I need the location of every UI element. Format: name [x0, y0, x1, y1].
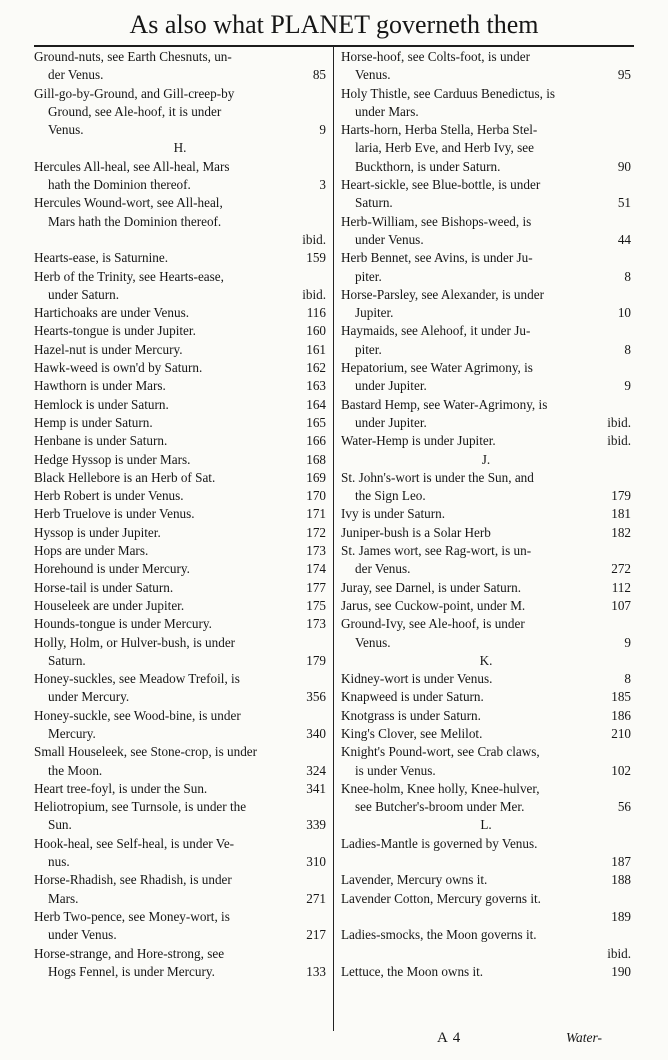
page-reference: 190	[611, 963, 631, 979]
entry-text: Gill-go-by-Ground, and Gill-creep-by	[34, 85, 235, 101]
index-line	[341, 414, 631, 432]
entry-text: Hearts-tongue is under Jupiter.	[34, 323, 196, 339]
entry-text: Horse-Parsley, see Alexander, is under	[341, 286, 544, 302]
entry-text: laria, Herb Eve, and Herb Ivy, see	[355, 140, 534, 156]
entry-text: Herb Bennet, see Avins, is under Ju-	[341, 250, 533, 266]
header-rule	[34, 45, 634, 47]
page-reference: 341	[306, 780, 326, 796]
entry-text: Heart tree-foyl, is under the Sun.	[34, 780, 208, 796]
index-line	[341, 85, 631, 103]
index-line	[341, 871, 631, 889]
index-line	[34, 469, 326, 487]
page-reference: 161	[306, 341, 326, 357]
index-line	[34, 743, 326, 761]
index-line	[341, 597, 631, 615]
entry-text: Saturn.	[48, 652, 86, 668]
entry-text: Hawk-weed is own'd by Saturn.	[34, 360, 203, 376]
entry-text: Jupiter.	[355, 305, 394, 321]
index-line	[34, 634, 326, 652]
index-line	[341, 743, 631, 761]
index-line	[341, 926, 631, 944]
index-line	[34, 487, 326, 505]
index-line	[34, 158, 326, 176]
index-line	[341, 158, 631, 176]
entry-text: Small Houseleek, see Stone-crop, is under	[34, 744, 258, 760]
index-line	[34, 945, 326, 963]
entry-text: Houseleek are under Jupiter.	[34, 597, 185, 613]
entry-text: Buckthorn, is under Saturn.	[355, 158, 501, 174]
page-reference: 112	[611, 579, 631, 595]
page-reference: 102	[611, 762, 631, 778]
index-line	[34, 103, 326, 121]
right-column	[341, 48, 631, 981]
entry-text: King's Clover, see Melilot.	[341, 725, 483, 741]
page-reference: 174	[306, 561, 326, 577]
page-reference: 210	[611, 725, 631, 741]
page-reference: 177	[306, 579, 326, 595]
page-reference: 173	[306, 616, 326, 632]
entry-text: Harts-horn, Herba Stella, Herba Stel-	[341, 122, 538, 138]
index-line	[341, 890, 631, 908]
page-reference: 160	[306, 323, 326, 339]
index-line	[341, 853, 631, 871]
index-line	[34, 66, 326, 84]
index-line	[341, 66, 631, 84]
entry-text: Mercury.	[48, 725, 96, 741]
entry-text: under Venus.	[355, 231, 424, 247]
page-reference: 272	[611, 561, 631, 577]
index-line	[34, 707, 326, 725]
entry-text: Ground-nuts, see Earth Chesnuts, un-	[34, 49, 232, 64]
entry-text: Ladies-smocks, the Moon governs it.	[341, 927, 537, 943]
entry-text: Venus.	[355, 634, 391, 650]
index-line	[341, 670, 631, 688]
index-line	[34, 286, 326, 304]
entry-text: Mars hath the Dominion thereof.	[48, 213, 222, 229]
index-line	[341, 615, 631, 633]
entry-text: Hook-heal, see Self-heal, is under Ve-	[34, 835, 235, 851]
entry-text: Ladies-Mantle is governed by Venus.	[341, 835, 538, 851]
entry-text: the Moon.	[48, 762, 103, 778]
page-reference: 170	[306, 488, 326, 504]
left-column	[34, 48, 326, 981]
page-reference: 168	[306, 451, 326, 467]
entry-text: hath the Dominion thereof.	[48, 177, 191, 193]
page-reference: 271	[306, 890, 326, 906]
index-line	[341, 121, 631, 139]
index-line	[34, 780, 326, 798]
entry-text: under Saturn.	[48, 286, 120, 302]
index-line	[34, 451, 326, 469]
index-line	[34, 816, 326, 834]
index-line	[341, 780, 631, 798]
index-line	[341, 762, 631, 780]
entry-text: Jarus, see Cuckow-point, under M.	[341, 597, 526, 613]
page-reference: 162	[306, 360, 326, 376]
index-line	[34, 396, 326, 414]
index-line	[34, 213, 326, 231]
page-reference: ibid.	[607, 433, 631, 449]
page-reference: 90	[617, 158, 631, 174]
entry-text: Water-Hemp is under Jupiter.	[341, 433, 496, 449]
entry-text: St. John's-wort is under the Sun, and	[341, 469, 534, 485]
entry-text: Juniper-bush is a Solar Herb	[341, 524, 491, 540]
page-reference: 8	[624, 671, 631, 687]
entry-text: Hartichoaks are under Venus.	[34, 305, 190, 321]
entry-text: Heliotropium, see Turnsole, is under the	[34, 799, 247, 815]
index-line	[34, 615, 326, 633]
entry-text: Knotgrass is under Saturn.	[341, 707, 481, 723]
entry-text: Venus.	[48, 122, 84, 138]
index-line	[34, 670, 326, 688]
page-reference: 9	[624, 634, 631, 650]
page-reference: 95	[617, 67, 631, 83]
index-line	[341, 835, 631, 853]
entry-text: Mars.	[48, 890, 79, 906]
index-line	[34, 505, 326, 523]
entry-text: Horse-tail is under Saturn.	[34, 579, 174, 595]
entry-text: Herb of the Trinity, see Hearts-ease,	[34, 268, 224, 284]
index-line	[34, 231, 326, 249]
column-divider	[333, 46, 334, 1031]
index-line	[341, 286, 631, 304]
index-line	[341, 487, 631, 505]
page-reference: ibid.	[607, 414, 631, 430]
entry-text: under Jupiter.	[355, 378, 427, 394]
entry-text: under Mars.	[355, 103, 419, 119]
entry-text: Hearts-ease, is Saturnine.	[34, 250, 169, 266]
page-footer	[0, 1030, 668, 1054]
page-reference: 166	[306, 433, 326, 449]
entry-text: Ivy is under Saturn.	[341, 506, 446, 522]
page-reference: 164	[306, 396, 326, 412]
entry-text: Herb Truelove is under Venus.	[34, 506, 195, 522]
entry-text: St. James wort, see Rag-wort, is un-	[341, 543, 532, 559]
catchword: Water-	[566, 1030, 602, 1045]
page-reference: 56	[617, 799, 631, 815]
entry-text: Honey-suckle, see Wood-bine, is under	[34, 707, 241, 723]
index-line	[34, 560, 326, 578]
entry-text: Hawthorn is under Mars.	[34, 378, 166, 394]
section-letter-label: K.	[479, 652, 493, 668]
entry-text: under Mercury.	[48, 689, 130, 705]
index-line	[34, 414, 326, 432]
index-line	[34, 249, 326, 267]
entry-text: Herb Two-pence, see Money-wort, is	[34, 908, 230, 924]
index-line	[34, 890, 326, 908]
entry-text: Venus.	[355, 67, 391, 83]
page-reference: 179	[611, 488, 631, 504]
index-line	[341, 432, 631, 450]
entry-text: Hyssop is under Jupiter.	[34, 524, 161, 540]
index-line	[341, 341, 631, 359]
index-line	[34, 121, 326, 139]
index-line	[34, 304, 326, 322]
entry-text: Hazel-nut is under Mercury.	[34, 341, 183, 357]
index-line	[341, 322, 631, 340]
page-reference: 8	[624, 341, 631, 357]
index-line	[34, 963, 326, 981]
entry-text: Ground-Ivy, see Ale-hoof, is under	[341, 616, 525, 632]
entry-text: Holy Thistle, see Carduus Benedictus, is	[341, 85, 556, 101]
entry-text: Hemp is under Saturn.	[34, 414, 153, 430]
entry-text: Heart-sickle, see Blue-bottle, is under	[341, 177, 541, 193]
index-line	[341, 634, 631, 652]
page-reference: 186	[611, 707, 631, 723]
index-line	[34, 377, 326, 395]
entry-text: Ground, see Ale-hoof, it is under	[48, 103, 222, 119]
entry-text: Juray, see Darnel, is under Saturn.	[341, 579, 522, 595]
page-reference: 169	[306, 469, 326, 485]
page-reference: 159	[306, 250, 326, 266]
entry-text: Horse-hoof, see Colts-foot, is under	[341, 49, 530, 64]
index-line	[34, 853, 326, 871]
index-line	[34, 194, 326, 212]
index-line	[341, 798, 631, 816]
entry-text: Herb-William, see Bishops-weed, is	[341, 213, 532, 229]
page-reference: 165	[306, 414, 326, 430]
section-letter	[341, 816, 631, 834]
entry-text: Henbane is under Saturn.	[34, 433, 168, 449]
page-reference: 9	[624, 378, 631, 394]
page-reference: 187	[611, 854, 631, 870]
index-line	[34, 908, 326, 926]
entry-text: Hogs Fennel, is under Mercury.	[48, 963, 215, 979]
entry-text: Horse-Rhadish, see Rhadish, is under	[34, 872, 232, 888]
page-reference: 182	[611, 524, 631, 540]
entry-text: Horse-strange, and Hore-strong, see	[34, 945, 225, 961]
page-title: As also what PLANET governeth them	[129, 10, 539, 39]
section-letter	[341, 451, 631, 469]
index-line	[341, 359, 631, 377]
section-letter-label: L.	[480, 817, 492, 833]
page-reference: 51	[617, 195, 631, 211]
section-letter-label: H.	[173, 140, 187, 156]
entry-text: Hops are under Mars.	[34, 543, 149, 559]
index-line	[341, 688, 631, 706]
index-line	[341, 176, 631, 194]
page-reference: 116	[306, 305, 326, 321]
index-line	[341, 524, 631, 542]
entry-text: Lettuce, the Moon owns it.	[341, 963, 484, 979]
index-line	[341, 249, 631, 267]
page-reference: 44	[617, 231, 631, 247]
page-reference: 356	[306, 689, 326, 705]
index-line	[34, 871, 326, 889]
entry-text: the Sign Leo.	[355, 488, 426, 504]
entry-text: Lavender, Mercury owns it.	[341, 872, 488, 888]
entry-text: nus.	[48, 854, 70, 870]
index-line	[341, 945, 631, 963]
index-line	[341, 139, 631, 157]
index-line	[34, 176, 326, 194]
index-line	[341, 560, 631, 578]
section-letter	[34, 139, 326, 157]
entry-text: der Venus.	[48, 67, 104, 83]
entry-text: under Venus.	[48, 927, 117, 943]
index-line	[34, 322, 326, 340]
page-reference: 173	[306, 543, 326, 559]
page-reference: 172	[306, 524, 326, 540]
index-line	[341, 194, 631, 212]
index-line	[34, 926, 326, 944]
index-line	[34, 798, 326, 816]
index-line	[34, 542, 326, 560]
index-line	[341, 469, 631, 487]
entry-text: Black Hellebore is an Herb of Sat.	[34, 469, 216, 485]
entry-text: Hercules All-heal, see All-heal, Mars	[34, 158, 230, 174]
page-reference: 310	[306, 854, 326, 870]
index-line	[34, 268, 326, 286]
page-reference: ibid.	[607, 945, 631, 961]
entry-text: is under Venus.	[355, 762, 436, 778]
index-line	[341, 268, 631, 286]
entry-text: Honey-suckles, see Meadow Trefoil, is	[34, 671, 240, 687]
page-reference: 85	[312, 67, 326, 83]
entry-text: Hepatorium, see Water Agrimony, is	[341, 360, 533, 376]
index-line	[341, 505, 631, 523]
entry-text: Kidney-wort is under Venus.	[341, 671, 493, 687]
index-line	[34, 652, 326, 670]
page-reference: 163	[306, 378, 326, 394]
page-reference: 179	[306, 652, 326, 668]
entry-text: under Jupiter.	[355, 414, 427, 430]
index-line	[341, 579, 631, 597]
index-line	[341, 396, 631, 414]
page-reference: 171	[306, 506, 326, 522]
section-letter	[341, 652, 631, 670]
index-line	[34, 432, 326, 450]
entry-text: der Venus.	[355, 561, 411, 577]
page-reference: 188	[611, 872, 631, 888]
index-line	[341, 231, 631, 249]
page-reference: ibid.	[302, 231, 326, 247]
entry-text: piter.	[355, 341, 382, 357]
page-reference: 3	[319, 177, 326, 193]
index-line	[341, 963, 631, 981]
page-reference: 189	[611, 908, 631, 924]
entry-text: Knapweed is under Saturn.	[341, 689, 484, 705]
entry-text: Bastard Hemp, see Water-Agrimony, is	[341, 396, 548, 412]
index-line	[34, 524, 326, 542]
index-line	[341, 725, 631, 743]
index-line	[34, 359, 326, 377]
index-line	[34, 762, 326, 780]
page-reference: 8	[624, 268, 631, 284]
entry-text: Haymaids, see Alehoof, it under Ju-	[341, 323, 531, 339]
index-line	[341, 707, 631, 725]
entry-text: piter.	[355, 268, 382, 284]
page-reference: 10	[617, 305, 631, 321]
entry-text: Holly, Holm, or Hulver-bush, is under	[34, 634, 236, 650]
index-line	[341, 542, 631, 560]
page-reference: 324	[306, 762, 326, 778]
entry-text: Knee-holm, Knee holly, Knee-hulver,	[341, 780, 540, 796]
index-line	[341, 377, 631, 395]
page-reference: 340	[306, 725, 326, 741]
entry-text: Hedge Hyssop is under Mars.	[34, 451, 191, 467]
entry-text: Saturn.	[355, 195, 393, 211]
index-line	[34, 48, 326, 66]
index-line	[34, 85, 326, 103]
index-line	[341, 103, 631, 121]
entry-text: Herb Robert is under Venus.	[34, 488, 184, 504]
entry-text: Hounds-tongue is under Mercury.	[34, 616, 212, 632]
entry-text: Horehound is under Mercury.	[34, 561, 190, 577]
index-line	[341, 48, 631, 66]
index-line	[34, 725, 326, 743]
index-line	[341, 304, 631, 322]
page-reference: ibid.	[302, 286, 326, 302]
page-reference: 107	[611, 597, 631, 613]
index-line	[34, 579, 326, 597]
page-reference: 339	[306, 817, 326, 833]
page-reference: 181	[611, 506, 631, 522]
entry-text: Knight's Pound-wort, see Crab claws,	[341, 744, 540, 760]
page-reference: 133	[306, 963, 326, 979]
page-reference: 185	[611, 689, 631, 705]
entry-text: Hercules Wound-wort, see All-heal,	[34, 195, 223, 211]
index-line	[34, 597, 326, 615]
index-line	[34, 341, 326, 359]
page-reference: 217	[306, 927, 326, 943]
signature-mark: A 4	[437, 1030, 462, 1046]
section-letter-label: J.	[481, 451, 491, 467]
entry-text: Lavender Cotton, Mercury governs it.	[341, 890, 541, 906]
entry-text: see Butcher's-broom under Mer.	[355, 799, 525, 815]
index-line	[341, 213, 631, 231]
index-line	[34, 688, 326, 706]
page-reference: 175	[306, 597, 326, 613]
entry-text: Hemlock is under Saturn.	[34, 396, 169, 412]
entry-text: Sun.	[48, 817, 72, 833]
index-line	[34, 835, 326, 853]
page-reference: 9	[319, 122, 326, 138]
index-line	[341, 908, 631, 926]
